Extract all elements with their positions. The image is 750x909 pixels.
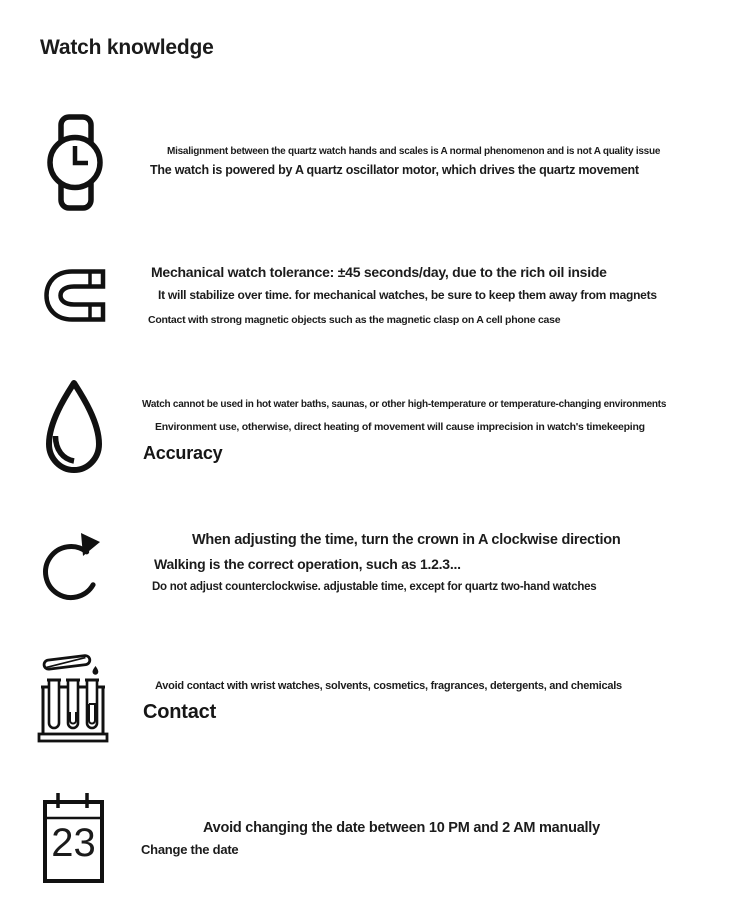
note-line: Avoid contact with wrist watches, solvents, cosmetics, fragrances, detergents, and chemicals	[155, 680, 622, 692]
note-line: It will stabilize over time. for mechanical watches, be sure to keep them away from magnets	[158, 288, 657, 302]
note-line: The watch is powered by A quartz oscillator motor, which drives the quartz movement	[150, 163, 639, 177]
note-line: Do not adjust counterclockwise. adjustable time, except for quartz two-hand watches	[152, 581, 597, 593]
note-line: Contact with strong magnetic objects such as the magnetic clasp on A cell phone case	[148, 314, 561, 326]
note-line: Misalignment between the quartz watch hands and scales is A normal phenomenon and is not A quality issue	[167, 146, 661, 157]
note-line: Environment use, otherwise, direct heating of movement will cause imprecision in watch's timekeeping	[155, 421, 645, 433]
rotate-clockwise-icon	[41, 527, 105, 609]
water-drop-icon	[40, 378, 108, 481]
note-line: Change the date	[141, 842, 239, 857]
calendar-day-number: 23	[51, 821, 96, 865]
note-line: Watch cannot be used in hot water baths, saunas, or other high-temperature or temperature-changing environments	[142, 399, 667, 410]
note-line: Mechanical watch tolerance: ±45 seconds/day, due to the rich oil inside	[151, 264, 607, 280]
watch-icon	[47, 114, 103, 211]
note-line: When adjusting the time, turn the crown in A clockwise direction	[192, 532, 621, 548]
page-title: Watch knowledge	[40, 36, 214, 59]
note-line: Avoid changing the date between 10 PM and 2 AM manually	[203, 820, 600, 836]
magnet-icon	[42, 267, 106, 324]
note-line: Walking is the correct operation, such as 1.2.3...	[154, 556, 461, 572]
test-tubes-icon	[36, 649, 110, 746]
section-heading: Contact	[143, 701, 217, 723]
section-heading: Accuracy	[143, 443, 223, 463]
